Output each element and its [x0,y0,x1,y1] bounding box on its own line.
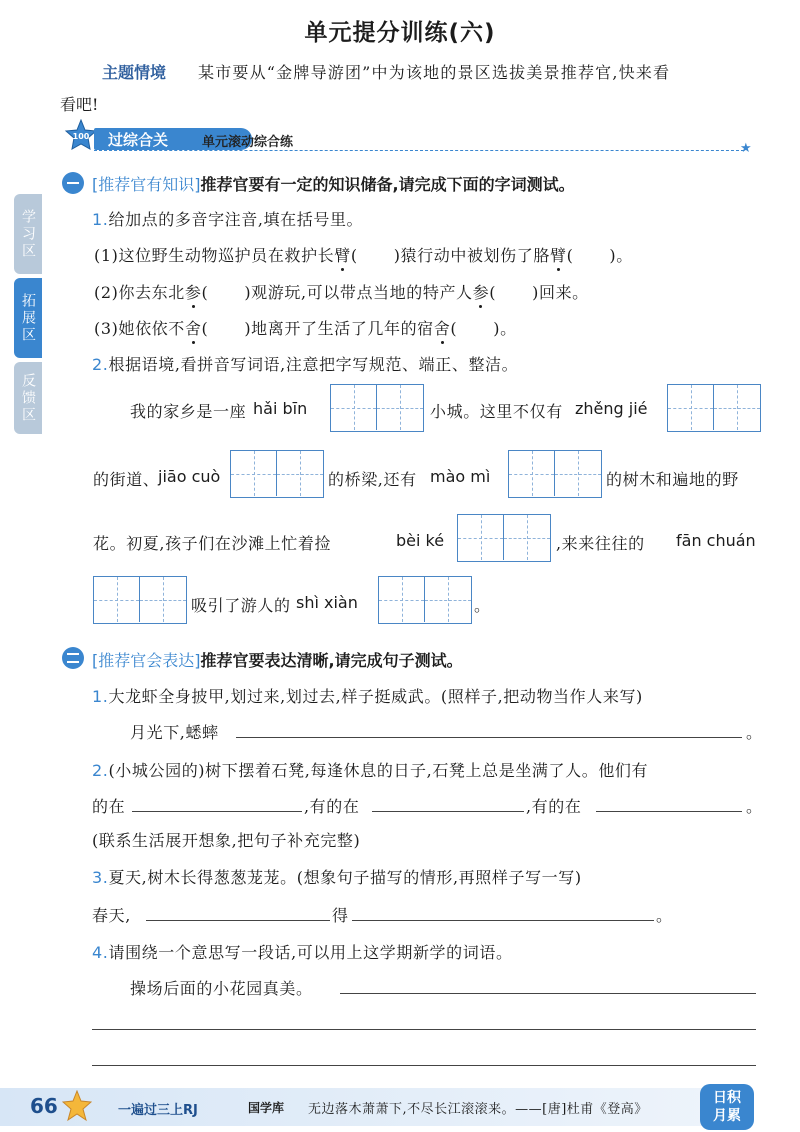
dotted-char: 臂 [334,243,351,266]
banner-sub: 单元滚动综合练 [202,135,294,150]
section-banner [60,127,756,156]
passage-text: 的街道、 [93,470,160,489]
char-grid-jiao-cuo[interactable] [230,450,324,498]
pinyin-bei-ke: bèi ké [396,531,445,550]
footer-brand: 一遍过三上RJ [118,1103,198,1118]
passage-text: 的桥梁,还有 [328,470,417,489]
item-text: )。 [493,319,517,338]
passage-text: 吸引了游人的 [191,596,291,615]
char-grid-fan-chuan[interactable] [93,576,187,624]
dotted-char: 舍 [185,316,202,339]
s2-q4-start: 操场后面的小花园真美。 [130,979,313,998]
pinyin-hai-bin: hǎi bīn [253,399,308,418]
page-title: 单元提分训练(六) [304,20,496,46]
paren-open: ( [566,246,574,265]
passage-text: ,来来往往的 [556,534,645,553]
page-number: 66 [30,1094,58,1118]
s1-q1-item-1 [94,243,633,266]
s2-q2-seg2: ,有的在 [304,797,360,816]
paren-open: ( [450,319,458,338]
paren-open: ( [201,319,209,338]
paren-open: ( [489,283,497,302]
section-one-bracket: [推荐官有知识] [92,175,201,194]
item-text: )观游玩,可以带点当地的特产人 [244,283,473,302]
s2-q1-answer-line[interactable] [236,737,742,738]
s2-q1-prefix: 月光下,蟋蟀 [130,723,219,742]
item-text: )地离开了生活了几年的宿 [244,319,434,338]
theme-text-cont: 看吧! [60,95,99,114]
side-tab-study[interactable]: 学习区 [14,194,42,274]
dotted-char: 参 [185,280,202,303]
section-one-icon [62,172,84,194]
pinyin-fan-chuan: fān chuán [676,531,756,550]
s2-q1-prompt [92,684,643,707]
s2-q2-text: (小城公园的)树下摆着石凳,每逢休息的日子,石凳上总是坐满了人。他们有 [108,761,649,780]
writing-line-2[interactable] [92,1029,756,1030]
paren-open: ( [201,283,209,302]
s2-q3-text: 夏天,树木长得葱葱茏茏。(想象句子描写的情形,再照样子写一写) [108,868,582,887]
s2-q2-blank-3[interactable] [596,811,742,812]
passage-text: 花。初夏,孩子们在沙滩上忙着捡 [93,534,332,553]
item-text: )。 [609,246,633,265]
theme-text: 某市要从“金牌导游团”中为该地的景区选拔美景推荐官,快来看 [198,63,671,82]
char-grid-bei-ke[interactable] [457,514,551,562]
page-footer [0,1082,800,1132]
section-two-instruction: 推荐官要表达清晰,请完成句子测试。 [200,651,463,670]
s1-q1-text: 给加点的多音字注音,填在括号里。 [108,210,364,229]
badge-line-1: 日积 [713,1090,741,1106]
s2-q4-prompt [92,940,513,963]
pinyin-jiao-cuo: jiāo cuò [158,467,221,486]
passage-text: 。 [474,596,491,615]
char-grid-hai-bin[interactable] [330,384,424,432]
dotted-char: 参 [473,280,490,303]
theme-label: 主题情境 [102,63,167,82]
s2-q4-num: 4. [92,943,109,962]
dotted-char: 臂 [550,243,567,266]
footer-label: 国学库 [248,1101,285,1115]
section-two-icon [62,647,84,669]
pinyin-mao-mi: mào mì [430,467,491,486]
passage-text: 的树木和遍地的野 [606,470,739,489]
char-grid-mao-mi[interactable] [508,450,602,498]
pinyin-zheng-jie: zhěng jié [575,399,648,418]
star-icon: ★ [740,141,752,156]
s1-q1-item-2 [94,280,589,303]
s2-q2-prompt [92,758,648,781]
s2-q1-text: 大龙虾全身披甲,划过来,划过去,样子挺威武。(照样子,把动物当作人来写) [108,687,643,706]
section-two-heading [92,648,463,671]
s2-q3-seg2: 得 [332,906,349,925]
section-one-heading [92,172,575,195]
paren-open: ( [350,246,358,265]
banner-divider [94,150,744,151]
section-two-bracket: [推荐官会表达] [92,651,201,670]
s2-q2-blank-1[interactable] [132,811,302,812]
star-mascot-icon [62,1090,92,1124]
badge-text: 100 [72,132,90,141]
item-text: (1)这位野生动物巡护员在救护长 [94,246,335,265]
pinyin-shi-xian: shì xiàn [296,593,358,612]
s2-q3-prompt [92,865,582,888]
side-tab-feedback[interactable]: 反馈区 [14,362,42,434]
s2-q2-note: (联系生活展开想象,把句子补充完整) [92,831,361,850]
item-text: )回来。 [532,283,589,302]
s2-q1-num: 1. [92,687,109,706]
writing-line-3[interactable] [92,1065,756,1066]
s2-q2-seg3: ,有的在 [526,797,582,816]
daily-badge [700,1084,754,1130]
char-grid-zheng-jie[interactable] [667,384,761,432]
writing-line-1[interactable] [340,993,756,994]
s2-q3-num: 3. [92,868,109,887]
s1-q2-prompt [92,352,518,375]
badge-line-2: 月累 [713,1108,741,1124]
s2-q2-seg1: 的在 [92,797,126,816]
dotted-char: 舍 [434,316,451,339]
s2-q2-blank-2[interactable] [372,811,524,812]
badge-100-icon [64,119,98,153]
s1-q1-prompt [92,207,363,230]
s2-q2-num: 2. [92,761,109,780]
char-grid-shi-xian[interactable] [378,576,472,624]
period: 。 [746,797,763,816]
footer-quote: 无边落木萧萧下,不尽长江滚滚来。——[唐]杜甫《登高》 [308,1102,648,1117]
side-tab-extend[interactable]: 拓展区 [14,278,42,358]
period: 。 [746,723,763,742]
passage-text: 小城。这里不仅有 [430,402,563,421]
s2-q3-blank-2[interactable] [352,920,654,921]
item-text: (3)她依依不 [94,319,185,338]
s2-q4-text: 请围绕一个意思写一段话,可以用上这学期新学的词语。 [108,943,513,962]
s2-q3-blank-1[interactable] [146,920,330,921]
item-text: )猿行动中被划伤了胳 [393,246,550,265]
s1-q1-item-3 [94,316,517,339]
item-text: (2)你去东北 [94,283,185,302]
period: 。 [656,906,673,925]
s1-q1-num: 1. [92,210,109,229]
s1-q2-num: 2. [92,355,109,374]
s1-q2-text: 根据语境,看拼音写词语,注意把字写规范、端正、整洁。 [108,355,519,374]
banner-label: 过综合关 [108,131,169,149]
section-one-instruction: 推荐官要有一定的知识储备,请完成下面的字词测试。 [200,175,575,194]
s2-q3-seg1: 春天, [92,906,131,925]
passage-text: 我的家乡是一座 [130,402,247,421]
